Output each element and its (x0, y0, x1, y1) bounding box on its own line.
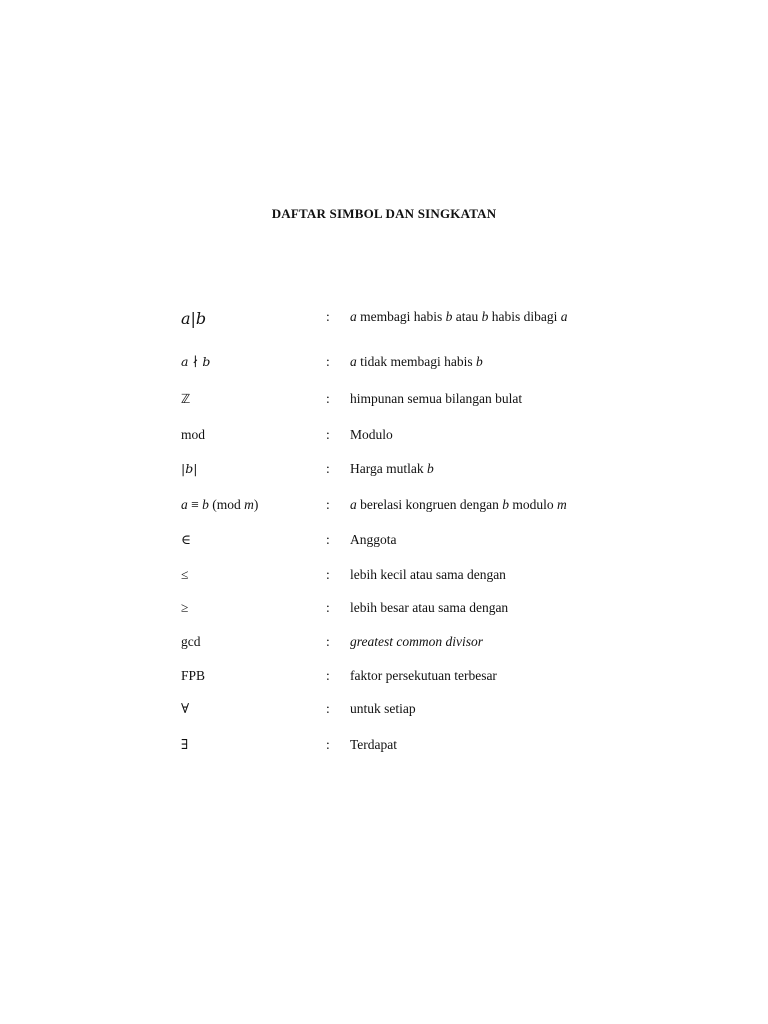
separator: : (326, 497, 330, 512)
description: himpunan semua bilangan bulat (350, 391, 523, 406)
description: greatest common divisor (350, 634, 483, 649)
symbol: a ∤ b (181, 354, 211, 369)
separator: : (326, 634, 330, 649)
symbol-row-element-of (0, 532, 768, 552)
symbol: FPB (181, 668, 206, 683)
separator: : (326, 532, 330, 547)
description: a berelasi kongruen dengan b modulo m (350, 497, 567, 512)
symbol: a ≡ b (mod m) (181, 497, 259, 512)
description: a membagi habis b atau b habis dibagi a (350, 309, 568, 324)
description: untuk setiap (350, 701, 416, 716)
description: lebih besar atau sama dengan (350, 600, 509, 615)
symbol-row-absolute (0, 461, 768, 481)
page-title: DAFTAR SIMBOL DAN SINGKATAN (271, 206, 497, 221)
separator: : (326, 427, 330, 442)
symbol-row-gcd (0, 634, 768, 654)
symbol: |b| (181, 461, 198, 476)
symbol-row-divides (0, 309, 768, 329)
symbol: ℤ (181, 391, 191, 406)
separator: : (326, 354, 330, 369)
separator: : (326, 567, 330, 582)
symbol-row-exists (0, 737, 768, 757)
symbol: ∃ (181, 737, 189, 752)
description: Terdapat (350, 737, 398, 752)
separator: : (326, 461, 330, 476)
description: a tidak membagi habis b (350, 354, 483, 369)
separator: : (326, 309, 330, 324)
description: Harga mutlak b (350, 461, 434, 476)
symbol: ∈ (181, 532, 191, 547)
symbol-row-congruence (0, 497, 768, 517)
symbol-row-mod (0, 427, 768, 447)
symbol-row-for-all (0, 701, 768, 721)
symbol-row-fpb (0, 668, 768, 688)
symbol: ∀ (181, 701, 190, 716)
description: faktor persekutuan terbesar (350, 668, 497, 683)
symbol: ≥ (181, 600, 189, 615)
symbol-row-less-equal (0, 567, 768, 587)
symbol-row-integers (0, 391, 768, 411)
symbol-row-not-divides (0, 354, 768, 374)
description: Anggota (350, 532, 397, 547)
separator: : (326, 737, 330, 752)
symbol: ≤ (181, 567, 189, 582)
symbol: a|b (181, 309, 207, 328)
separator: : (326, 668, 330, 683)
symbol: gcd (181, 634, 201, 649)
separator: : (326, 600, 330, 615)
description: lebih kecil atau sama dengan (350, 567, 506, 582)
separator: : (326, 391, 330, 406)
separator: : (326, 701, 330, 716)
description: Modulo (350, 427, 393, 442)
symbol: mod (181, 427, 206, 442)
symbol-row-greater-equal (0, 600, 768, 620)
